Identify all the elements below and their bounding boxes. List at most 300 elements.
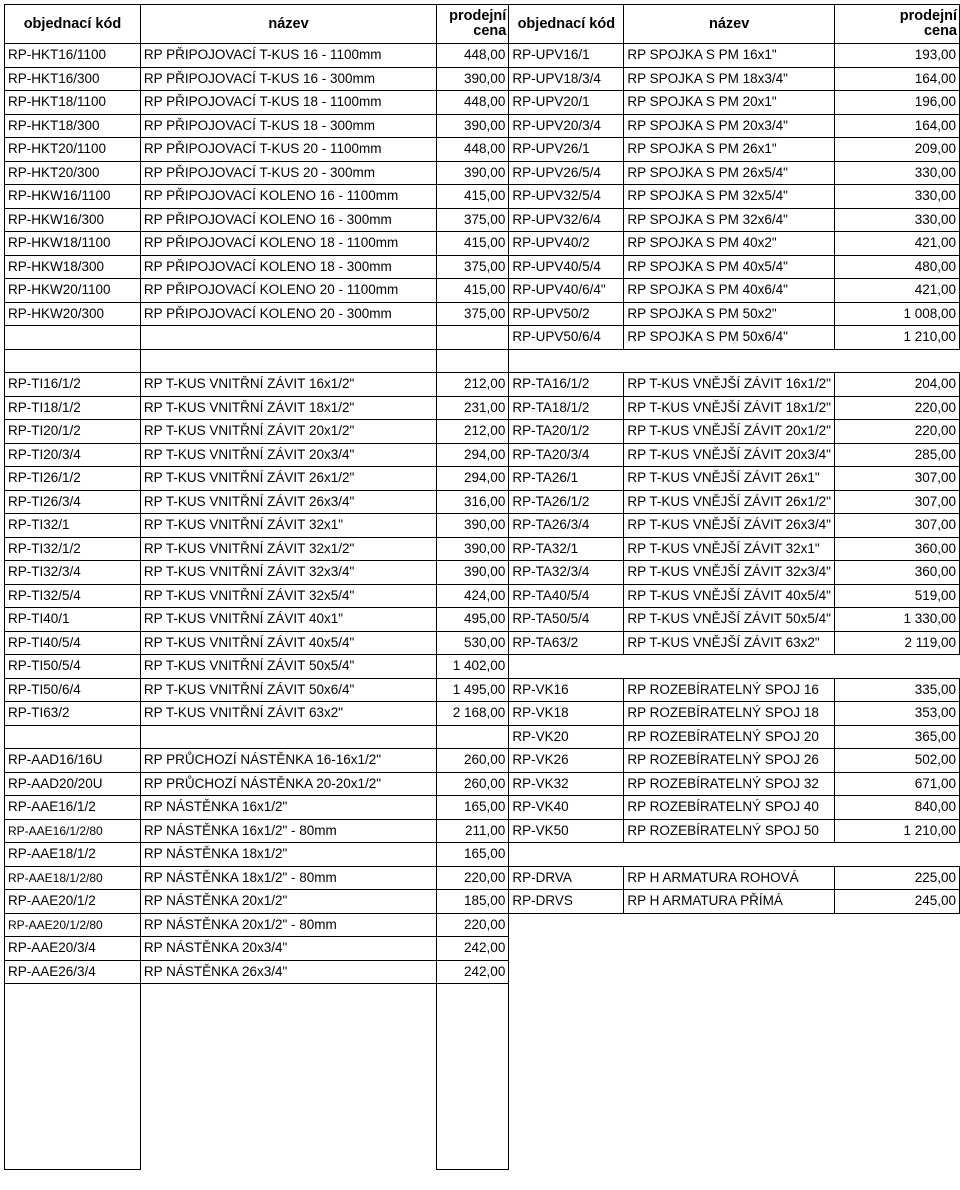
item-name-cell: RP SPOJKA S PM 20x3/4" <box>624 114 835 138</box>
item-code-cell <box>509 349 624 373</box>
item-code-cell: RP-VK50 <box>509 819 624 843</box>
item-name-cell <box>624 960 835 984</box>
item-code-cell: RP-TI63/2 <box>5 702 141 726</box>
item-name-cell: RP SPOJKA S PM 16x1" <box>624 44 835 68</box>
header-price-right <box>834 5 959 44</box>
header-price-line1: prodejní <box>899 8 957 24</box>
item-price-cell: 242,00 <box>437 937 509 961</box>
item-name-cell: RP PŘIPOJOVACÍ KOLENO 20 - 300mm <box>140 302 436 326</box>
item-code-cell: RP-AAD20/20U <box>5 772 141 796</box>
item-price-cell: 2 119,00 <box>834 631 959 655</box>
item-name-cell: RP T-KUS VNITŘNÍ ZÁVIT 26x3/4" <box>140 490 436 514</box>
item-code-cell: RP-UPV40/2 <box>509 232 624 256</box>
item-code-cell: RP-UPV18/3/4 <box>509 67 624 91</box>
item-code-cell <box>509 913 624 937</box>
item-price-cell: 448,00 <box>437 91 509 115</box>
header-code-right: objednací kód <box>509 5 624 44</box>
item-name-cell: RP PRŮCHOZÍ NÁSTĚNKA 20-20x1/2" <box>140 772 436 796</box>
item-price-cell <box>834 960 959 984</box>
table-row <box>5 937 960 961</box>
table-row <box>5 44 960 68</box>
item-price-cell: 231,00 <box>437 396 509 420</box>
empty-cell <box>624 984 835 1170</box>
item-price-cell <box>437 725 509 749</box>
header-price-left <box>437 5 509 44</box>
item-name-cell: RP PŘIPOJOVACÍ KOLENO 16 - 300mm <box>140 208 436 232</box>
item-price-cell: 1 210,00 <box>834 326 959 350</box>
item-code-cell: RP-HKW18/300 <box>5 255 141 279</box>
item-price-cell: 375,00 <box>437 302 509 326</box>
table-row <box>5 631 960 655</box>
item-name-cell: RP T-KUS VNITŘNÍ ZÁVIT 50x6/4" <box>140 678 436 702</box>
item-name-cell: RP PŘIPOJOVACÍ KOLENO 16 - 1100mm <box>140 185 436 209</box>
table-row <box>5 349 960 373</box>
price-list-table <box>4 4 960 1170</box>
table-row <box>5 91 960 115</box>
item-price-cell: 1 495,00 <box>437 678 509 702</box>
item-price-cell: 1 402,00 <box>437 655 509 679</box>
table-row <box>5 114 960 138</box>
table-row <box>5 208 960 232</box>
item-price-cell: 353,00 <box>834 702 959 726</box>
table-body <box>5 44 960 1170</box>
item-price-cell: 220,00 <box>834 396 959 420</box>
item-price-cell: 1 210,00 <box>834 819 959 843</box>
item-name-cell: RP T-KUS VNĚJŠÍ ZÁVIT 26x3/4" <box>624 514 835 538</box>
table-row <box>5 749 960 773</box>
item-price-cell <box>834 843 959 867</box>
item-name-cell: RP NÁSTĚNKA 16x1/2" - 80mm <box>140 819 436 843</box>
item-code-cell: RP-TI26/1/2 <box>5 467 141 491</box>
item-code-cell: RP-UPV50/6/4 <box>509 326 624 350</box>
table-row <box>5 866 960 890</box>
item-code-cell: RP-UPV20/1 <box>509 91 624 115</box>
item-price-cell: 335,00 <box>834 678 959 702</box>
item-price-cell: 2 168,00 <box>437 702 509 726</box>
item-price-cell: 480,00 <box>834 255 959 279</box>
item-price-cell: 502,00 <box>834 749 959 773</box>
item-name-cell: RP SPOJKA S PM 32x6/4" <box>624 208 835 232</box>
item-name-cell: RP T-KUS VNĚJŠÍ ZÁVIT 26x1" <box>624 467 835 491</box>
item-price-cell: 212,00 <box>437 373 509 397</box>
empty-cell <box>834 984 959 1170</box>
item-name-cell: RP T-KUS VNITŘNÍ ZÁVIT 20x1/2" <box>140 420 436 444</box>
item-code-cell: RP-AAE20/1/2/80 <box>5 913 141 937</box>
table-row <box>5 490 960 514</box>
item-price-cell: 365,00 <box>834 725 959 749</box>
item-price-cell: 495,00 <box>437 608 509 632</box>
item-price-cell: 840,00 <box>834 796 959 820</box>
item-name-cell: RP ROZEBÍRATELNÝ SPOJ 20 <box>624 725 835 749</box>
item-name-cell: RP NÁSTĚNKA 18x1/2" - 80mm <box>140 866 436 890</box>
item-name-cell: RP SPOJKA S PM 50x2" <box>624 302 835 326</box>
header-name-right: název <box>624 5 835 44</box>
item-name-cell: RP T-KUS VNITŘNÍ ZÁVIT 63x2" <box>140 702 436 726</box>
item-name-cell: RP SPOJKA S PM 18x3/4" <box>624 67 835 91</box>
table-row <box>5 960 960 984</box>
item-name-cell: RP PŘIPOJOVACÍ T-KUS 18 - 1100mm <box>140 91 436 115</box>
item-price-cell: 294,00 <box>437 443 509 467</box>
item-price-cell: 242,00 <box>437 960 509 984</box>
item-name-cell: RP ROZEBÍRATELNÝ SPOJ 40 <box>624 796 835 820</box>
item-name-cell: RP T-KUS VNITŘNÍ ZÁVIT 16x1/2" <box>140 373 436 397</box>
item-name-cell: RP ROZEBÍRATELNÝ SPOJ 32 <box>624 772 835 796</box>
item-code-cell <box>509 655 624 679</box>
item-code-cell: RP-VK18 <box>509 702 624 726</box>
item-name-cell: RP ROZEBÍRATELNÝ SPOJ 50 <box>624 819 835 843</box>
header-name-left: název <box>140 5 436 44</box>
item-code-cell: RP-VK20 <box>509 725 624 749</box>
item-price-cell <box>834 655 959 679</box>
item-code-cell: RP-TI50/5/4 <box>5 655 141 679</box>
table-row <box>5 185 960 209</box>
item-price-cell: 285,00 <box>834 443 959 467</box>
item-code-cell: RP-AAD16/16U <box>5 749 141 773</box>
item-code-cell: RP-HKT16/1100 <box>5 44 141 68</box>
empty-row <box>5 984 960 1170</box>
table-row <box>5 678 960 702</box>
item-name-cell: RP T-KUS VNITŘNÍ ZÁVIT 50x5/4" <box>140 655 436 679</box>
item-name-cell: RP PŘIPOJOVACÍ T-KUS 16 - 1100mm <box>140 44 436 68</box>
item-code-cell: RP-TI40/5/4 <box>5 631 141 655</box>
header-price-line2: cena <box>473 23 507 39</box>
item-code-cell <box>509 843 624 867</box>
item-name-cell: RP ROZEBÍRATELNÝ SPOJ 26 <box>624 749 835 773</box>
table-row <box>5 913 960 937</box>
item-price-cell: 245,00 <box>834 890 959 914</box>
item-name-cell: RP NÁSTĚNKA 26x3/4" <box>140 960 436 984</box>
item-code-cell: RP-TA16/1/2 <box>509 373 624 397</box>
item-price-cell: 260,00 <box>437 749 509 773</box>
item-price-cell: 424,00 <box>437 584 509 608</box>
header-row <box>5 5 960 44</box>
item-code-cell: RP-VK16 <box>509 678 624 702</box>
item-code-cell: RP-TI32/1/2 <box>5 537 141 561</box>
item-price-cell: 225,00 <box>834 866 959 890</box>
table-row <box>5 232 960 256</box>
table-row <box>5 584 960 608</box>
item-name-cell: RP T-KUS VNITŘNÍ ZÁVIT 32x1/2" <box>140 537 436 561</box>
item-name-cell: RP T-KUS VNITŘNÍ ZÁVIT 40x1" <box>140 608 436 632</box>
item-code-cell: RP-AAE16/1/2/80 <box>5 819 141 843</box>
item-price-cell: 209,00 <box>834 138 959 162</box>
header-price-line2: cena <box>923 23 957 39</box>
item-price-cell: 421,00 <box>834 279 959 303</box>
item-code-cell: RP-UPV26/5/4 <box>509 161 624 185</box>
item-price-cell: 220,00 <box>834 420 959 444</box>
item-price-cell: 165,00 <box>437 796 509 820</box>
item-name-cell <box>140 349 436 373</box>
item-name-cell <box>624 349 835 373</box>
item-name-cell <box>140 725 436 749</box>
item-code-cell: RP-VK32 <box>509 772 624 796</box>
item-name-cell: RP PRŮCHOZÍ NÁSTĚNKA 16-16x1/2" <box>140 749 436 773</box>
item-name-cell: RP ROZEBÍRATELNÝ SPOJ 16 <box>624 678 835 702</box>
item-name-cell: RP T-KUS VNĚJŠÍ ZÁVIT 63x2" <box>624 631 835 655</box>
table-row <box>5 772 960 796</box>
item-code-cell: RP-TA18/1/2 <box>509 396 624 420</box>
item-price-cell: 375,00 <box>437 255 509 279</box>
item-code-cell: RP-TA20/3/4 <box>509 443 624 467</box>
item-code-cell: RP-HKW16/300 <box>5 208 141 232</box>
item-code-cell: RP-TI50/6/4 <box>5 678 141 702</box>
item-price-cell: 164,00 <box>834 114 959 138</box>
item-price-cell: 390,00 <box>437 161 509 185</box>
item-code-cell: RP-TI16/1/2 <box>5 373 141 397</box>
table-row <box>5 326 960 350</box>
item-price-cell: 307,00 <box>834 490 959 514</box>
item-price-cell <box>834 349 959 373</box>
item-name-cell: RP NÁSTĚNKA 18x1/2" <box>140 843 436 867</box>
item-name-cell: RP T-KUS VNĚJŠÍ ZÁVIT 20x3/4" <box>624 443 835 467</box>
item-name-cell <box>140 326 436 350</box>
table-row <box>5 655 960 679</box>
item-price-cell: 165,00 <box>437 843 509 867</box>
table-row <box>5 796 960 820</box>
item-code-cell: RP-TI20/3/4 <box>5 443 141 467</box>
empty-cell <box>437 984 509 1170</box>
item-code-cell: RP-VK26 <box>509 749 624 773</box>
item-code-cell: RP-UPV32/6/4 <box>509 208 624 232</box>
item-name-cell: RP PŘIPOJOVACÍ KOLENO 18 - 300mm <box>140 255 436 279</box>
item-price-cell: 260,00 <box>437 772 509 796</box>
item-price-cell: 220,00 <box>437 913 509 937</box>
item-price-cell: 330,00 <box>834 161 959 185</box>
item-code-cell: RP-UPV40/5/4 <box>509 255 624 279</box>
item-price-cell: 415,00 <box>437 279 509 303</box>
item-name-cell: RP T-KUS VNITŘNÍ ZÁVIT 18x1/2" <box>140 396 436 420</box>
item-name-cell: RP T-KUS VNĚJŠÍ ZÁVIT 20x1/2" <box>624 420 835 444</box>
item-code-cell: RP-TA32/1 <box>509 537 624 561</box>
item-price-cell: 316,00 <box>437 490 509 514</box>
item-code-cell: RP-TA26/3/4 <box>509 514 624 538</box>
item-price-cell: 1 330,00 <box>834 608 959 632</box>
item-code-cell: RP-DRVS <box>509 890 624 914</box>
item-code-cell: RP-TA26/1/2 <box>509 490 624 514</box>
item-price-cell: 390,00 <box>437 537 509 561</box>
empty-cell <box>5 984 141 1170</box>
item-name-cell: RP T-KUS VNĚJŠÍ ZÁVIT 32x3/4" <box>624 561 835 585</box>
item-code-cell: RP-TI20/1/2 <box>5 420 141 444</box>
table-row <box>5 396 960 420</box>
item-price-cell: 330,00 <box>834 185 959 209</box>
empty-cell <box>509 984 624 1170</box>
item-code-cell: RP-AAE20/3/4 <box>5 937 141 961</box>
item-code-cell <box>5 349 141 373</box>
item-code-cell: RP-HKT16/300 <box>5 67 141 91</box>
table-row <box>5 537 960 561</box>
table-row <box>5 514 960 538</box>
item-code-cell: RP-TI32/1 <box>5 514 141 538</box>
item-price-cell: 448,00 <box>437 44 509 68</box>
table-row <box>5 67 960 91</box>
item-name-cell: RP NÁSTĚNKA 20x1/2" - 80mm <box>140 913 436 937</box>
item-price-cell: 164,00 <box>834 67 959 91</box>
item-price-cell <box>437 349 509 373</box>
item-price-cell: 193,00 <box>834 44 959 68</box>
item-code-cell: RP-UPV20/3/4 <box>509 114 624 138</box>
item-name-cell: RP ROZEBÍRATELNÝ SPOJ 18 <box>624 702 835 726</box>
item-code-cell: RP-UPV16/1 <box>509 44 624 68</box>
item-code-cell: RP-DRVA <box>509 866 624 890</box>
item-code-cell: RP-TA40/5/4 <box>509 584 624 608</box>
table-row <box>5 255 960 279</box>
item-code-cell: RP-HKT20/1100 <box>5 138 141 162</box>
item-price-cell: 211,00 <box>437 819 509 843</box>
table-row <box>5 373 960 397</box>
item-name-cell: RP T-KUS VNITŘNÍ ZÁVIT 32x1" <box>140 514 436 538</box>
item-code-cell: RP-TA26/1 <box>509 467 624 491</box>
item-name-cell <box>624 913 835 937</box>
item-code-cell: RP-HKW20/300 <box>5 302 141 326</box>
item-price-cell: 519,00 <box>834 584 959 608</box>
item-price-cell: 330,00 <box>834 208 959 232</box>
item-price-cell: 185,00 <box>437 890 509 914</box>
item-price-cell: 360,00 <box>834 537 959 561</box>
item-code-cell: RP-UPV32/5/4 <box>509 185 624 209</box>
item-name-cell: RP SPOJKA S PM 26x5/4" <box>624 161 835 185</box>
item-code-cell: RP-HKW16/1100 <box>5 185 141 209</box>
item-name-cell: RP SPOJKA S PM 32x5/4" <box>624 185 835 209</box>
item-price-cell: 204,00 <box>834 373 959 397</box>
item-name-cell: RP PŘIPOJOVACÍ T-KUS 18 - 300mm <box>140 114 436 138</box>
item-name-cell: RP H ARMATURA ROHOVÁ <box>624 866 835 890</box>
table-row <box>5 843 960 867</box>
item-name-cell: RP T-KUS VNITŘNÍ ZÁVIT 20x3/4" <box>140 443 436 467</box>
item-price-cell: 360,00 <box>834 561 959 585</box>
item-code-cell: RP-UPV26/1 <box>509 138 624 162</box>
item-code-cell: RP-HKT20/300 <box>5 161 141 185</box>
item-code-cell <box>509 960 624 984</box>
table-row <box>5 819 960 843</box>
table-row <box>5 725 960 749</box>
table-row <box>5 420 960 444</box>
item-name-cell: RP SPOJKA S PM 40x2" <box>624 232 835 256</box>
item-name-cell: RP T-KUS VNĚJŠÍ ZÁVIT 32x1" <box>624 537 835 561</box>
item-name-cell: RP SPOJKA S PM 26x1" <box>624 138 835 162</box>
item-code-cell: RP-TI18/1/2 <box>5 396 141 420</box>
item-price-cell: 390,00 <box>437 514 509 538</box>
item-name-cell: RP H ARMATURA PŘÍMÁ <box>624 890 835 914</box>
table-row <box>5 702 960 726</box>
table-row <box>5 161 960 185</box>
item-code-cell: RP-AAE18/1/2/80 <box>5 866 141 890</box>
item-price-cell <box>834 913 959 937</box>
item-name-cell: RP PŘIPOJOVACÍ KOLENO 20 - 1100mm <box>140 279 436 303</box>
item-price-cell: 671,00 <box>834 772 959 796</box>
item-code-cell: RP-HKW20/1100 <box>5 279 141 303</box>
header-price-line1: prodejní <box>449 8 507 24</box>
item-price-cell: 448,00 <box>437 138 509 162</box>
item-code-cell <box>509 937 624 961</box>
item-price-cell: 212,00 <box>437 420 509 444</box>
table-header <box>5 5 960 44</box>
item-price-cell <box>834 937 959 961</box>
item-code-cell: RP-TA63/2 <box>509 631 624 655</box>
item-name-cell: RP T-KUS VNITŘNÍ ZÁVIT 26x1/2" <box>140 467 436 491</box>
item-name-cell: RP T-KUS VNĚJŠÍ ZÁVIT 50x5/4" <box>624 608 835 632</box>
item-name-cell: RP T-KUS VNĚJŠÍ ZÁVIT 16x1/2" <box>624 373 835 397</box>
item-name-cell: RP T-KUS VNĚJŠÍ ZÁVIT 18x1/2" <box>624 396 835 420</box>
item-name-cell: RP SPOJKA S PM 40x5/4" <box>624 255 835 279</box>
item-code-cell: RP-TA50/5/4 <box>509 608 624 632</box>
item-price-cell: 196,00 <box>834 91 959 115</box>
item-code-cell: RP-TA32/3/4 <box>509 561 624 585</box>
item-code-cell: RP-TI32/3/4 <box>5 561 141 585</box>
item-name-cell <box>624 937 835 961</box>
item-name-cell: RP NÁSTĚNKA 20x3/4" <box>140 937 436 961</box>
item-code-cell: RP-UPV40/6/4" <box>509 279 624 303</box>
item-price-cell: 307,00 <box>834 514 959 538</box>
table-row <box>5 302 960 326</box>
item-name-cell: RP PŘIPOJOVACÍ T-KUS 20 - 300mm <box>140 161 436 185</box>
item-name-cell: RP SPOJKA S PM 40x6/4" <box>624 279 835 303</box>
item-name-cell: RP T-KUS VNITŘNÍ ZÁVIT 40x5/4" <box>140 631 436 655</box>
item-name-cell: RP T-KUS VNITŘNÍ ZÁVIT 32x5/4" <box>140 584 436 608</box>
empty-cell <box>140 984 436 1170</box>
table-row <box>5 443 960 467</box>
item-code-cell: RP-HKT18/300 <box>5 114 141 138</box>
table-row <box>5 890 960 914</box>
item-name-cell: RP PŘIPOJOVACÍ KOLENO 18 - 1100mm <box>140 232 436 256</box>
item-price-cell: 307,00 <box>834 467 959 491</box>
item-code-cell: RP-AAE16/1/2 <box>5 796 141 820</box>
item-code-cell: RP-TI40/1 <box>5 608 141 632</box>
item-code-cell <box>5 725 141 749</box>
item-price-cell: 415,00 <box>437 232 509 256</box>
item-code-cell: RP-AAE18/1/2 <box>5 843 141 867</box>
table-row <box>5 138 960 162</box>
table-row <box>5 561 960 585</box>
item-name-cell: RP NÁSTĚNKA 20x1/2" <box>140 890 436 914</box>
item-code-cell: RP-TI26/3/4 <box>5 490 141 514</box>
item-code-cell <box>5 326 141 350</box>
item-code-cell: RP-HKW18/1100 <box>5 232 141 256</box>
item-price-cell: 421,00 <box>834 232 959 256</box>
item-code-cell: RP-TA20/1/2 <box>509 420 624 444</box>
table-row <box>5 467 960 491</box>
item-price-cell: 294,00 <box>437 467 509 491</box>
item-code-cell: RP-UPV50/2 <box>509 302 624 326</box>
item-price-cell: 220,00 <box>437 866 509 890</box>
item-price-cell <box>437 326 509 350</box>
item-name-cell: RP SPOJKA S PM 20x1" <box>624 91 835 115</box>
item-price-cell: 390,00 <box>437 561 509 585</box>
table-row <box>5 279 960 303</box>
item-price-cell: 1 008,00 <box>834 302 959 326</box>
item-name-cell: RP SPOJKA S PM 50x6/4" <box>624 326 835 350</box>
item-name-cell: RP T-KUS VNITŘNÍ ZÁVIT 32x3/4" <box>140 561 436 585</box>
item-name-cell: RP PŘIPOJOVACÍ T-KUS 16 - 300mm <box>140 67 436 91</box>
item-price-cell: 415,00 <box>437 185 509 209</box>
item-name-cell: RP T-KUS VNĚJŠÍ ZÁVIT 26x1/2" <box>624 490 835 514</box>
item-name-cell <box>624 655 835 679</box>
item-name-cell <box>624 843 835 867</box>
table-row <box>5 608 960 632</box>
item-code-cell: RP-TI32/5/4 <box>5 584 141 608</box>
item-name-cell: RP NÁSTĚNKA 16x1/2" <box>140 796 436 820</box>
item-code-cell: RP-HKT18/1100 <box>5 91 141 115</box>
item-code-cell: RP-VK40 <box>509 796 624 820</box>
item-price-cell: 390,00 <box>437 114 509 138</box>
item-price-cell: 375,00 <box>437 208 509 232</box>
item-code-cell: RP-AAE20/1/2 <box>5 890 141 914</box>
item-code-cell: RP-AAE26/3/4 <box>5 960 141 984</box>
item-price-cell: 390,00 <box>437 67 509 91</box>
header-code-left: objednací kód <box>5 5 141 44</box>
item-price-cell: 530,00 <box>437 631 509 655</box>
item-name-cell: RP T-KUS VNĚJŠÍ ZÁVIT 40x5/4" <box>624 584 835 608</box>
